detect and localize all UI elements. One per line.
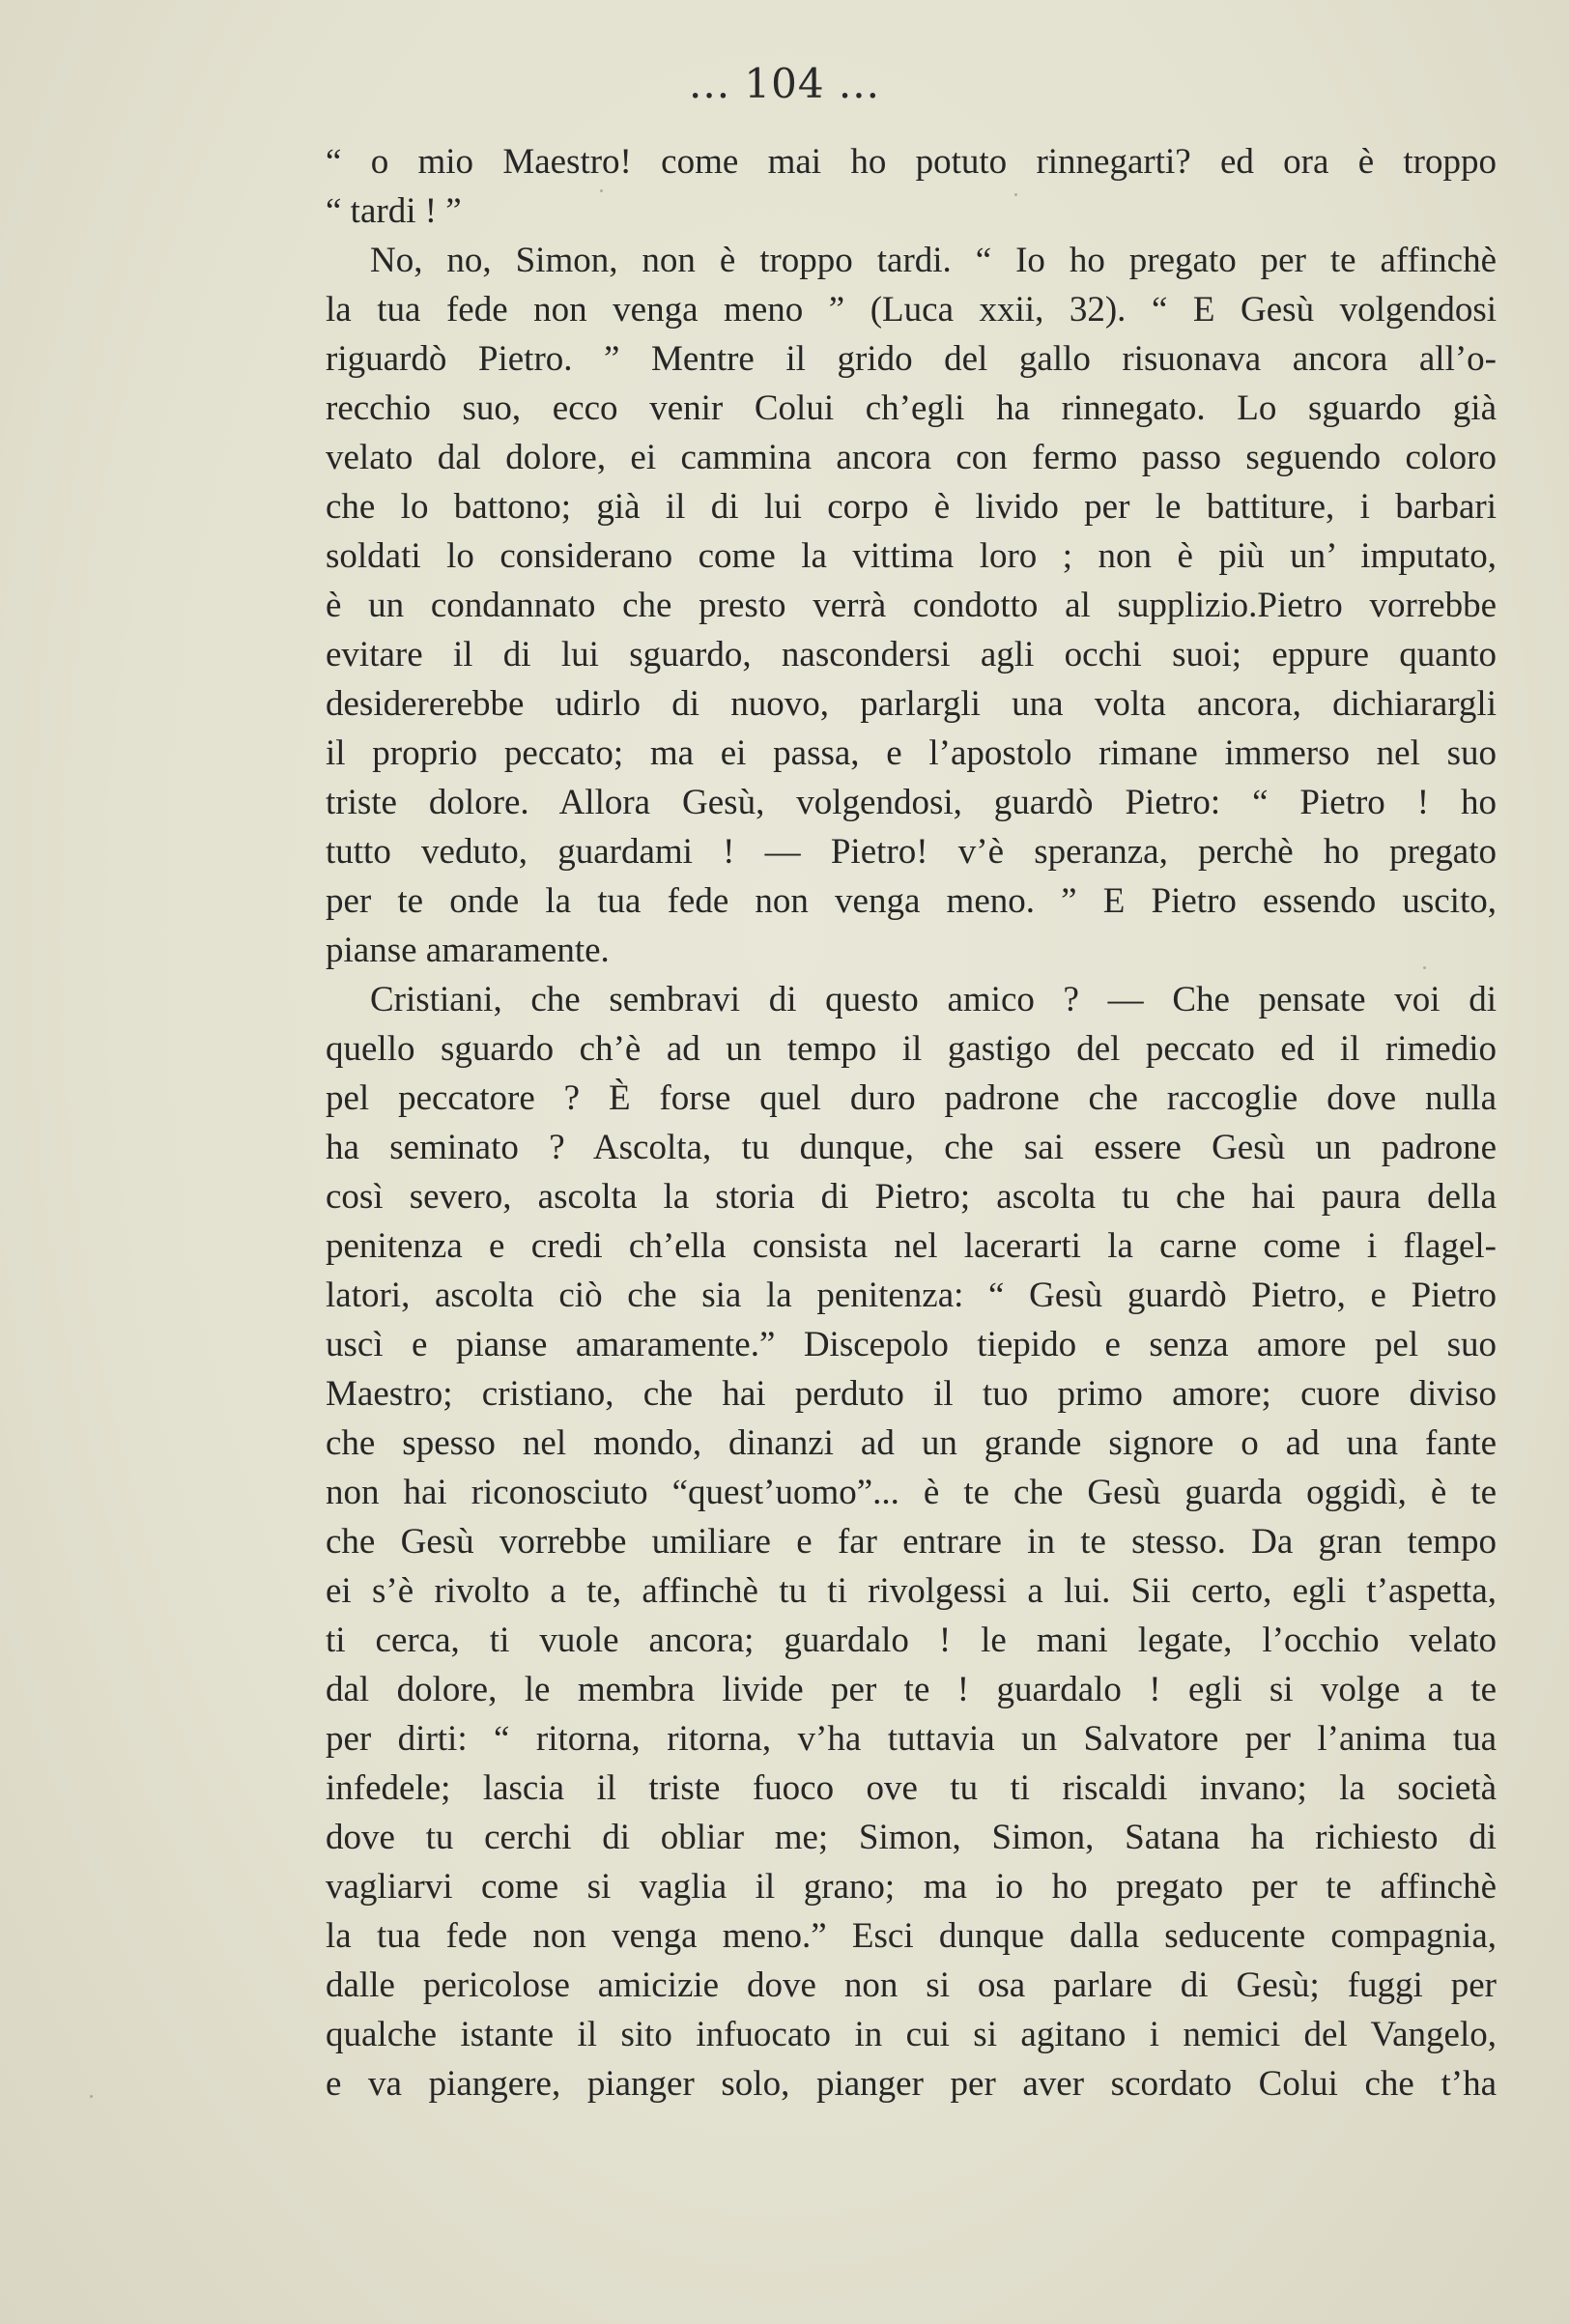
text-line: latori, ascolta ciò che sia la penitenza: “ Gesù guardò Pietro, e Pietro bbox=[326, 1276, 1497, 1315]
text-line: non hai riconosciuto “quest’uomo”... è te che Gesù guarda oggidì, è te bbox=[326, 1473, 1497, 1512]
text-line: la tua fede non venga meno.” Esci dunque dalla seducente compagnia, bbox=[326, 1916, 1497, 1956]
text-line: che spesso nel mondo, dinanzi ad un grande signore o ad una fante bbox=[326, 1423, 1497, 1463]
paper-speck bbox=[1014, 193, 1017, 196]
page-number-header: ... 104 ... bbox=[689, 60, 880, 107]
text-line: pianse amaramente. bbox=[326, 931, 610, 970]
text-line: No, no, Simon, non è troppo tardi. “ Io ho pregato per te affinchè bbox=[370, 241, 1497, 280]
text-line: è un condannato che presto verrà condotto al supplizio.Pietro vorrebbe bbox=[326, 586, 1497, 625]
text-line: per te onde la tua fede non venga meno. ” E Pietro essendo uscito, bbox=[326, 881, 1497, 921]
text-line: recchio suo, ecco venir Colui ch’egli ha rinnegato. Lo sguardo già bbox=[326, 388, 1497, 428]
paper-speck bbox=[1423, 966, 1426, 969]
text-line: infedele; lascia il triste fuoco ove tu ti riscaldi invano; la società bbox=[326, 1768, 1497, 1808]
text-line: pel peccatore ? È forse quel duro padrone che raccoglie dove nulla bbox=[326, 1078, 1497, 1118]
text-line: Cristiani, che sembravi di questo amico ? — Che pensate voi di bbox=[370, 980, 1497, 1019]
text-line: che Gesù vorrebbe umiliare e far entrare in te stesso. Da gran tempo bbox=[326, 1522, 1497, 1562]
paper-speck bbox=[90, 2095, 93, 2098]
text-line: riguardò Pietro. ” Mentre il grido del gallo risuonava ancora all’o- bbox=[326, 339, 1497, 379]
text-line: ei s’è rivolto a te, affinchè tu ti rivolgessi a lui. Sii certo, egli t’aspetta, bbox=[326, 1571, 1497, 1611]
text-line: per dirti: “ ritorna, ritorna, v’ha tuttavia un Salvatore per l’anima tua bbox=[326, 1719, 1497, 1759]
text-line: che lo battono; già il di lui corpo è livido per le battiture, i barbari bbox=[326, 487, 1497, 527]
text-line: evitare il di lui sguardo, nascondersi agli occhi suoi; eppure quanto bbox=[326, 635, 1497, 674]
paper-speck bbox=[600, 189, 603, 192]
text-line: ti cerca, ti vuole ancora; guardalo ! le mani legate, l’occhio velato bbox=[326, 1621, 1497, 1660]
text-line: “ tardi ! ” bbox=[326, 191, 462, 231]
text-line: uscì e pianse amaramente.” Discepolo tiepido e senza amore pel suo bbox=[326, 1325, 1497, 1364]
text-line: la tua fede non venga meno ” (Luca xxii, 32). “ E Gesù volgendosi bbox=[326, 290, 1497, 330]
text-line: qualche istante il sito infuocato in cui si agitano i nemici del Vangelo, bbox=[326, 2015, 1497, 2054]
text-line: così severo, ascolta la storia di Pietro; ascolta tu che hai paura della bbox=[326, 1177, 1497, 1217]
text-line: triste dolore. Allora Gesù, volgendosi, guardò Pietro: “ Pietro ! ho bbox=[326, 783, 1497, 822]
text-line: Maestro; cristiano, che hai perduto il tuo primo amore; cuore diviso bbox=[326, 1374, 1497, 1414]
text-line: desidererebbe udirlo di nuovo, parlargli una volta ancora, dichiarargli bbox=[326, 684, 1497, 724]
text-line: e va piangere, pianger solo, pianger per aver scordato Colui che t’ha bbox=[326, 2064, 1497, 2104]
text-line: dove tu cerchi di obliar me; Simon, Simon, Satana ha richiesto di bbox=[326, 1818, 1497, 1857]
text-line: tutto veduto, guardami ! — Pietro! v’è speranza, perchè ho pregato bbox=[326, 832, 1497, 872]
text-line: il proprio peccato; ma ei passa, e l’apostolo rimane immerso nel suo bbox=[326, 733, 1497, 773]
text-line: dal dolore, le membra livide per te ! guardalo ! egli si volge a te bbox=[326, 1670, 1497, 1709]
body-text bbox=[326, 137, 1497, 2109]
text-line: ha seminato ? Ascolta, tu dunque, che sai essere Gesù un padrone bbox=[326, 1128, 1497, 1167]
text-line: velato dal dolore, ei cammina ancora con fermo passo seguendo coloro bbox=[326, 438, 1497, 477]
text-line: vagliarvi come si vaglia il grano; ma io ho pregato per te affinchè bbox=[326, 1867, 1497, 1907]
text-line: “ o mio Maestro! come mai ho potuto rinnegarti? ed ora è troppo bbox=[326, 142, 1497, 182]
text-line: soldati lo considerano come la vittima loro ; non è più un’ imputato, bbox=[326, 536, 1497, 576]
text-line: dalle pericolose amicizie dove non si osa parlare di Gesù; fuggi per bbox=[326, 1965, 1497, 2005]
text-line: quello sguardo ch’è ad un tempo il gastigo del peccato ed il rimedio bbox=[326, 1029, 1497, 1069]
text-line: penitenza e credi ch’ella consista nel lacerarti la carne come i flagel- bbox=[326, 1226, 1497, 1266]
